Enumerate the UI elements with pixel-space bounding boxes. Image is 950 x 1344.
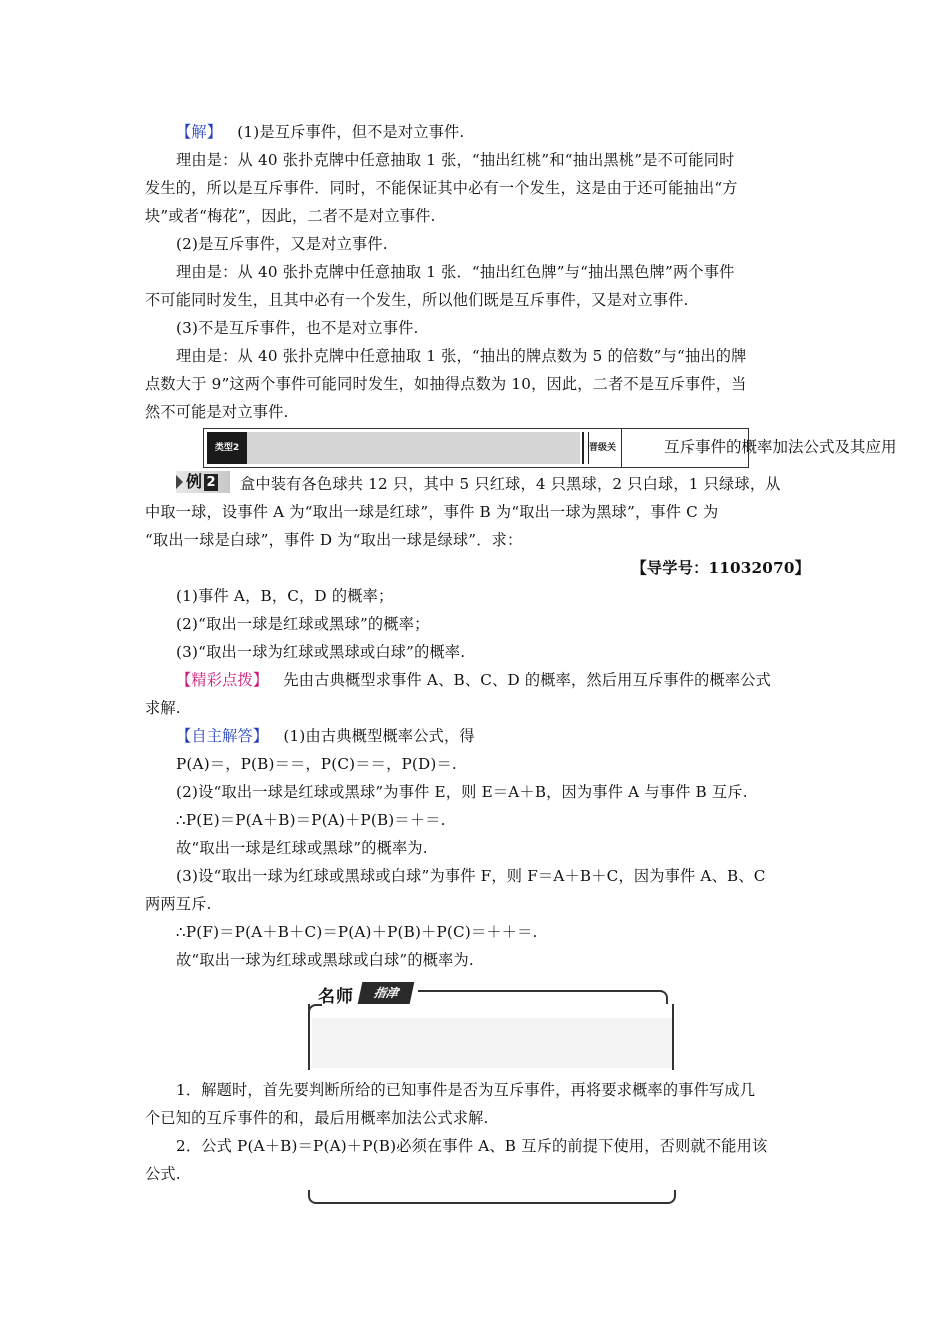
note-item2-line1: 2．公式 P(A＋B)＝P(A)＋P(B)必须在事件 A、B 互斥的前提下使用，否则就不能用该 [176,1137,768,1155]
note-item1-line1: 1．解题时，首先要判断所给的已知事件是否为互斥事件，再将要求概率的事件写成几 [176,1081,756,1099]
answer-probabilities: P(A)＝，P(B)＝＝，P(C)＝＝，P(D)＝. [176,755,457,773]
note-frame-sides [308,1004,674,1070]
guide-number: 【导学号：11032070】 [631,559,810,577]
banner-divider-bars [582,432,589,464]
solution-part1-reason-2: 发生的，所以是互斥事件．同时，不能保证其中必有一个发生，这是由于还可能抽出“方 [145,179,738,197]
solution-part2-reason-2: 不可能同时发生，且其中必有一个发生，所以他们既是互斥事件，又是对立事件. [145,291,689,309]
solution-tag: 【解】 [176,123,223,141]
example-question-1: (1)事件 A，B，C，D 的概率； [176,587,394,605]
solution-heading [176,120,810,144]
note-frame-bottom [308,1190,676,1204]
hint-text-1: 先由古典概型求事件 A、B、C、D 的概率，然后用互斥事件的概率公式 [283,671,772,689]
solution-part3-reason-2: 点数大于 9”这两个事件可能同时发生，如抽得点数为 10，因此，二者不是互斥事件，当 [145,375,747,393]
answer-first: (1)由古典概型概率公式，得 [283,727,475,745]
answer-part3-conclusion: 故“取出一球为红球或黑球或白球”的概率为. [176,951,474,969]
solution-part1-reason-1: 理由是：从 40 张扑克牌中任意抽取 1 张，“抽出红桃”和“抽出黑桃”是不可能同时 [176,151,735,169]
note-frame-top-right [418,990,668,1004]
answer-part2-setup: (2)设“取出一球是红球或黑球”为事件 E，则 E＝A＋B，因为事件 A 与事件 B 互斥. [176,783,748,801]
hint-line-1 [176,668,810,692]
banner-type-label: 类型2 [207,432,247,464]
solution-part3-head: (3)不是互斥事件，也不是对立事件. [176,319,419,337]
hint-text-2: 求解. [145,699,181,717]
example-text-3: “取出一球是白球”，事件 D 为“取出一球是绿球”．求： [145,531,523,549]
answer-line-1 [176,724,810,748]
example-text-2: 中取一球，设事件 A 为“取出一球是红球”，事件 B 为“取出一球为黑球”，事件 C 为 [145,503,719,521]
solution-part3-reason-1: 理由是：从 40 张扑克牌中任意抽取 1 张，“抽出的牌点数为 5 的倍数”与“抽出的牌 [176,347,747,365]
answer-tag: 【自主解答】 [176,727,269,745]
example-number: 2 [204,474,218,491]
example-badge [176,471,230,493]
answer-part2-calc: ∴P(E)＝P(A＋B)＝P(A)＋P(B)＝＋＝. [176,811,446,829]
note-title-b: 指津 [358,982,415,1004]
solution-part2-head: (2)是互斥事件，又是对立事件. [176,235,388,253]
note-title-a: 名师 [318,987,354,1007]
note-item2-line2: 公式. [145,1165,181,1183]
banner-gray-bar [247,432,580,464]
example-question-2: (2)“取出一球是红球或黑球”的概率； [176,615,430,633]
note-item1-line2: 个已知的互斥事件的和，最后用概率加法公式求解. [145,1109,489,1127]
example-question-3: (3)“取出一球为红球或黑球或白球”的概率. [176,643,466,661]
answer-part3-mutex: 两两互斥. [145,895,212,913]
solution-part1-head: (1)是互斥事件，但不是对立事件. [237,123,465,141]
example-text-1: 盒中装有各色球共 12 只，其中 5 只红球，4 只黑球，2 只白球，1 只绿球，从 [240,475,781,493]
solution-part3-reason-3: 然不可能是对立事件. [145,403,289,421]
solution-part1-reason-3: 块”或者“梅花”，因此，二者不是对立事件. [145,207,436,225]
answer-part3-setup: (3)设“取出一球为红球或黑球或白球”为事件 F，则 F＝A＋B＋C，因为事件 A、B、C [176,867,766,885]
answer-part3-calc: ∴P(F)＝P(A＋B＋C)＝P(A)＋P(B)＋P(C)＝＋＋＝. [176,923,538,941]
play-triangle-icon [176,475,183,489]
banner-category: 晋级关 [589,443,617,453]
solution-part2-reason-1: 理由是：从 40 张扑克牌中任意抽取 1 张．“抽出红色牌”与“抽出黑色牌”两个事件 [176,263,735,281]
note-badge [318,980,414,1008]
answer-part2-conclusion: 故“取出一球是红球或黑球”的概率为. [176,839,428,857]
section-banner [203,428,897,468]
banner-title: 互斥事件的概率加法公式及其应用 [664,438,897,456]
hint-tag: 【精彩点拨】 [176,671,269,689]
example-label: 例 [186,472,203,491]
